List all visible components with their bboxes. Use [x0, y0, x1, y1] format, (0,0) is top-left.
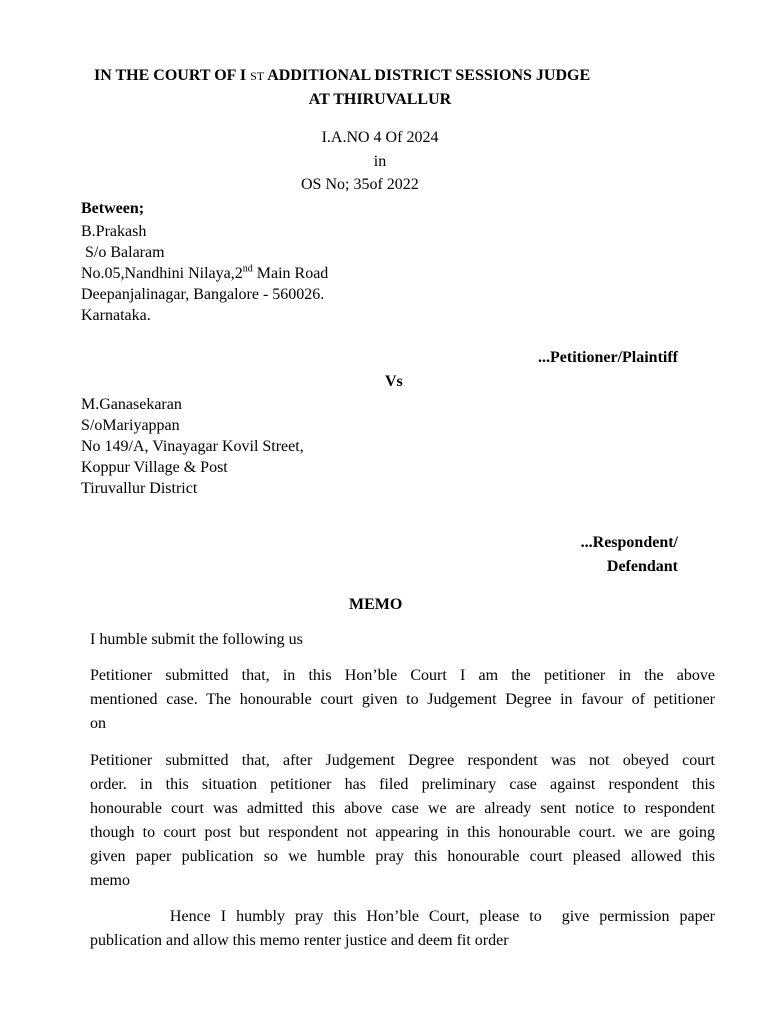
respondent-name: M.Ganasekaran — [81, 396, 182, 413]
petitioner-address-1 — [81, 263, 328, 284]
respondent-relation: S/oMariyappan — [81, 417, 180, 434]
respondent-address-1: No 149/A, Vinayagar Kovil Street, — [81, 438, 304, 455]
address-text-cont: Main Road — [252, 265, 329, 282]
paragraph-line: publication and allow this memo renter justice and deem fit order — [90, 932, 509, 949]
paragraph-line: on — [90, 715, 106, 732]
paragraph-line: though to court post but respondent not appearing in this honourable court. we are going — [90, 824, 715, 841]
address-text: No.05,Nandhini Nilaya,2 — [81, 265, 243, 282]
ordinal-suffix: ST — [250, 69, 265, 83]
respondent-address-3: Tiruvallur District — [81, 480, 198, 497]
respondent-role-1: ...Respondent/ — [580, 534, 678, 551]
ordinal-suffix: nd — [242, 263, 253, 275]
court-heading-text: IN THE COURT OF I — [94, 67, 247, 84]
memo-title: MEMO — [349, 596, 403, 613]
memo-paragraph-1 — [90, 664, 715, 736]
court-heading-text-cont: ADDITIONAL DISTRICT SESSIONS JUDGE — [267, 67, 591, 84]
paragraph-line: Petitioner submitted that, after Judgement Degree respondent was not obeyed court — [90, 752, 715, 769]
respondent-address-2: Koppur Village & Post — [81, 459, 228, 476]
versus-label: Vs — [385, 373, 403, 390]
in-label: in — [373, 153, 387, 170]
paragraph-line: Petitioner submitted that, in this Hon’ble Court I am the petitioner in the above — [90, 667, 715, 684]
paragraph-line: Hence I humbly pray this Hon’ble Court, please to give permission paper — [90, 908, 716, 925]
petitioner-address-2: Deepanjalinagar, Bangalore - 560026. — [81, 286, 325, 303]
petitioner-relation: S/o Balaram — [81, 244, 165, 261]
petitioner-block — [81, 221, 328, 326]
petitioner-role: ...Petitioner/Plaintiff — [538, 349, 678, 366]
petitioner-name: B.Prakash — [81, 223, 147, 240]
between-label: Between; — [81, 200, 145, 217]
paragraph-line: honourable court was admitted this above case we are already sent notice to respondent — [90, 800, 715, 817]
court-heading-line-1 — [94, 65, 590, 87]
paragraph-line: memo — [90, 872, 130, 889]
respondent-block — [81, 394, 304, 499]
os-number: OS No; 35of 2022 — [301, 176, 419, 193]
petitioner-address-3: Karnataka. — [81, 307, 151, 324]
memo-paragraph-3 — [90, 905, 715, 953]
memo-paragraph-2 — [90, 749, 715, 893]
paragraph-line: order. in this situation petitioner has filed preliminary case against respondent this — [90, 776, 715, 793]
memo-intro: I humble submit the following us — [90, 631, 303, 648]
ia-number: I.A.NO 4 Of 2024 — [321, 129, 439, 146]
respondent-role-2: Defendant — [606, 558, 678, 575]
court-heading-line-2: AT THIRUVALLUR — [308, 91, 452, 108]
paragraph-line: given paper publication so we humble pray this honourable court pleased allowed this — [90, 848, 715, 865]
paragraph-line: mentioned case. The honourable court given to Judgement Degree in favour of petitioner — [90, 691, 715, 708]
